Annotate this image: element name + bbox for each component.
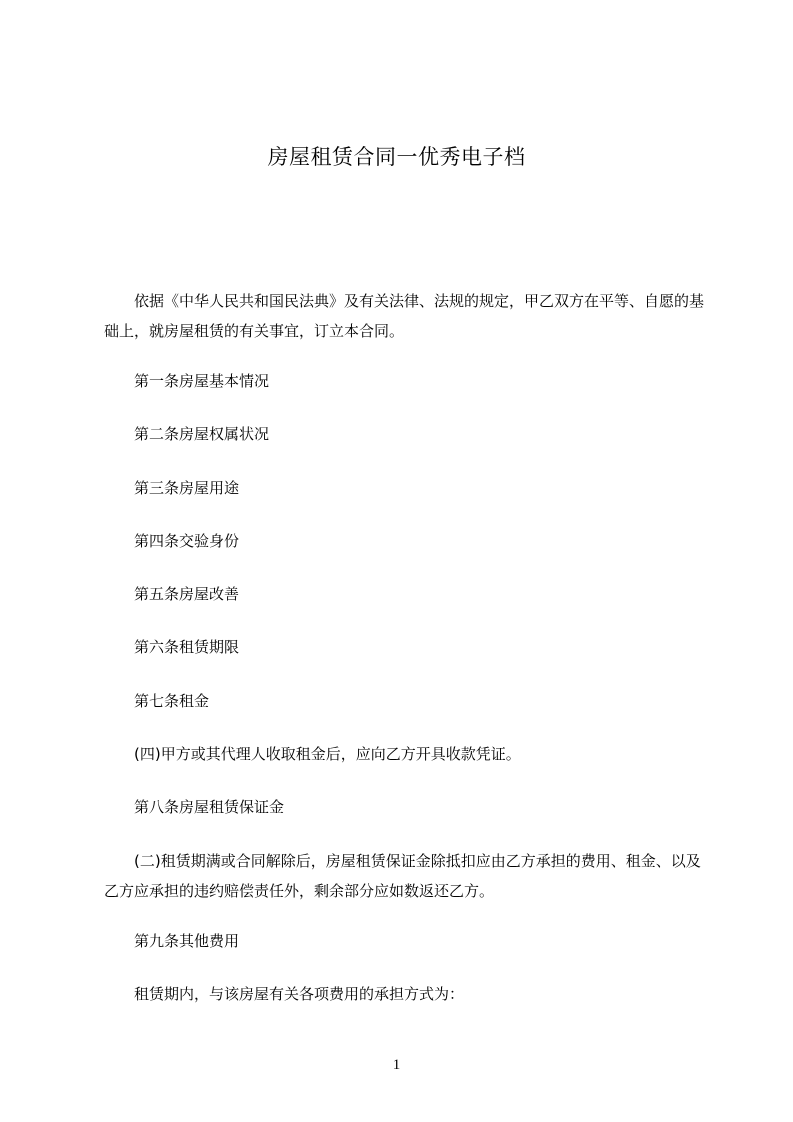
article-9-heading: 第九条其他费用 — [134, 932, 240, 950]
article-7-clause-4: (四)甲方或其代理人收取租金后，应向乙方开具收款凭证。 — [134, 745, 521, 763]
article-3-heading: 第三条房屋用途 — [134, 479, 240, 497]
article-2-heading: 第二条房屋权属状况 — [134, 425, 270, 443]
article-6-heading: 第六条租赁期限 — [134, 638, 240, 656]
article-5-heading: 第五条房屋改善 — [134, 585, 240, 603]
article-4-heading: 第四条交验身份 — [134, 532, 240, 550]
intro-paragraph: 依据《中华人民共和国民法典》及有关法律、法规的规定，甲乙双方在平等、自愿的基础上，就房屋租赁的有关事宜，订立本合同。 — [104, 292, 705, 340]
article-9-body: 租赁期内，与该房屋有关各项费用的承担方式为： — [134, 985, 465, 1003]
article-8-heading: 第八条房屋租赁保证金 — [134, 798, 285, 816]
page-number: 1 — [392, 1057, 401, 1073]
article-7-heading: 第七条租金 — [134, 692, 210, 710]
document-title: 房屋租赁合同一优秀电子档 — [267, 145, 526, 169]
article-8-clause-2: (二)租赁期满或合同解除后，房屋租赁保证金除抵扣应由乙方承担的费用、租金、以及乙方应承担的违约赔偿责任外，剩余部分应如数返还乙方。 — [104, 852, 701, 900]
article-1-heading: 第一条房屋基本情况 — [134, 372, 270, 390]
